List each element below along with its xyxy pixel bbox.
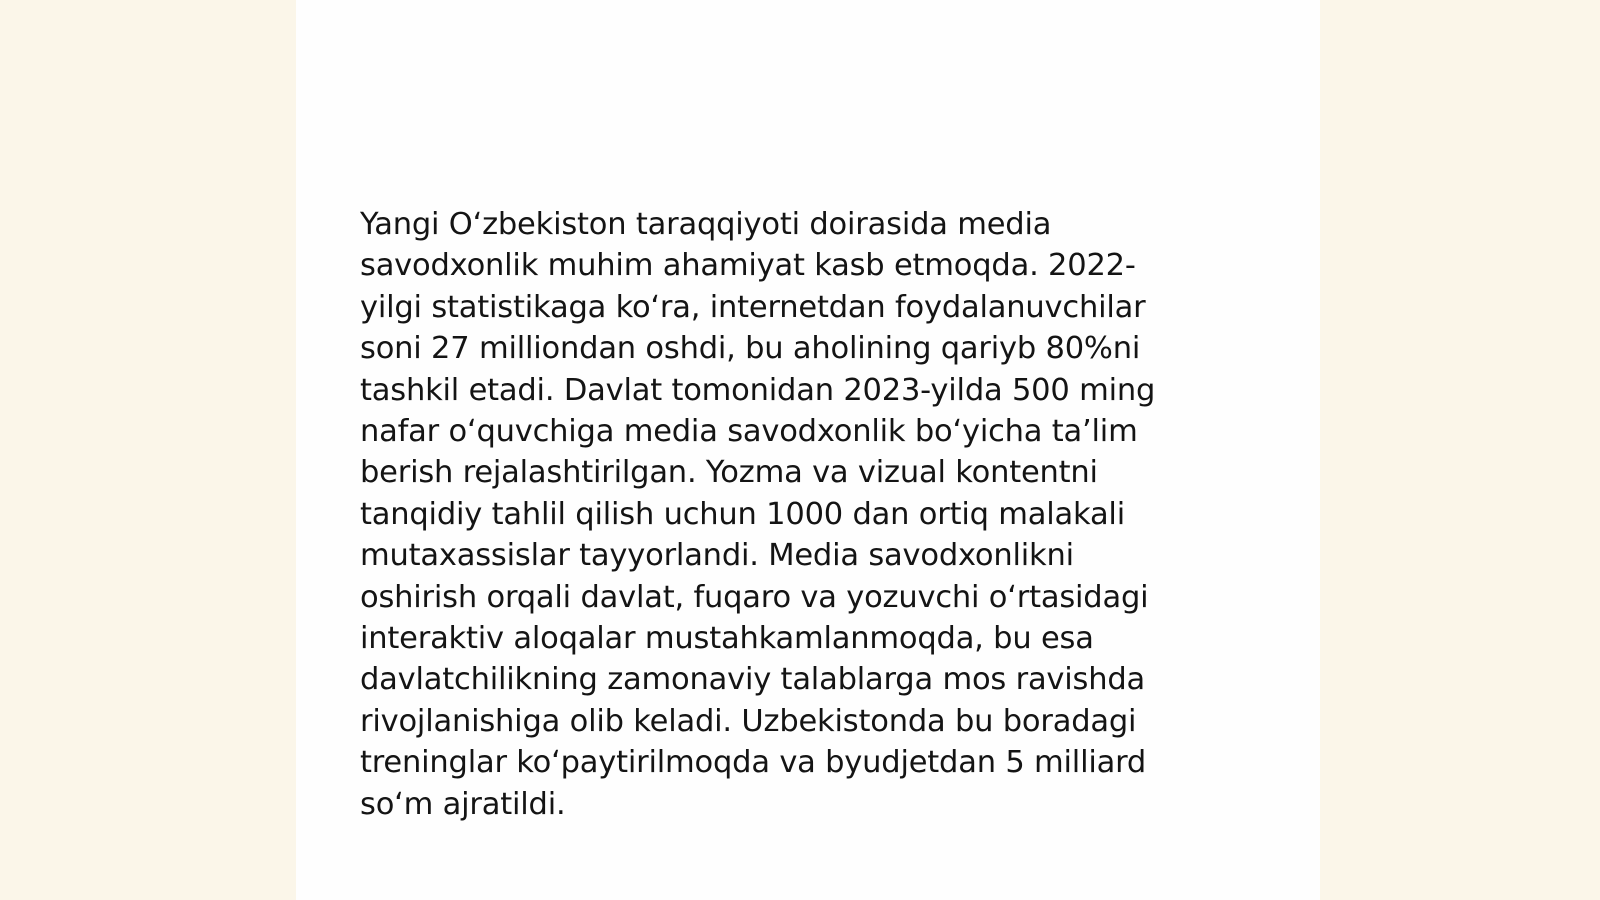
paragraph-line: treninglar ko‘paytirilmoqda va byudjetdan 5 milliard xyxy=(360,745,1147,781)
paragraph-line: so‘m ajratildi. xyxy=(360,786,566,822)
paragraph-line: tashkil etadi. Davlat tomonidan 2023-yilda 500 ming xyxy=(360,372,1156,408)
paragraph-line: yilgi statistikaga ko‘ra, internetdan foydalanuvchilar xyxy=(360,289,1146,325)
paragraph-line: soni 27 milliondan oshdi, bu aholining qariyb 80%ni xyxy=(360,331,1141,367)
paragraph-line: interaktiv aloqalar mustahkamlanmoqda, bu esa xyxy=(360,621,1094,657)
body-paragraph xyxy=(360,204,1230,825)
paragraph-line: tanqidiy tahlil qilish uchun 1000 dan ortiq malakali xyxy=(360,496,1125,532)
paragraph-line: davlatchilikning zamonaviy talablarga mos ravishda xyxy=(360,662,1146,698)
paragraph-line: rivojlanishiga olib keladi. Uzbekistonda bu boradagi xyxy=(360,703,1137,739)
paragraph-line: savodxonlik muhim ahamiyat kasb etmoqda. 2022- xyxy=(360,248,1136,284)
paragraph-line: mutaxassislar tayyorlandi. Media savodxonlikni xyxy=(360,538,1074,574)
paragraph-line: oshirish orqali davlat, fuqaro va yozuvchi o‘rtasidagi xyxy=(360,579,1149,615)
document-page xyxy=(296,0,1320,900)
paragraph-line: Yangi O‘zbekiston taraqqiyoti doirasida media xyxy=(360,207,1052,242)
paragraph-line: nafar o‘quvchiga media savodxonlik bo‘yicha ta’lim xyxy=(360,414,1138,450)
paragraph-line: berish rejalashtirilgan. Yozma va vizual kontentni xyxy=(360,455,1098,491)
